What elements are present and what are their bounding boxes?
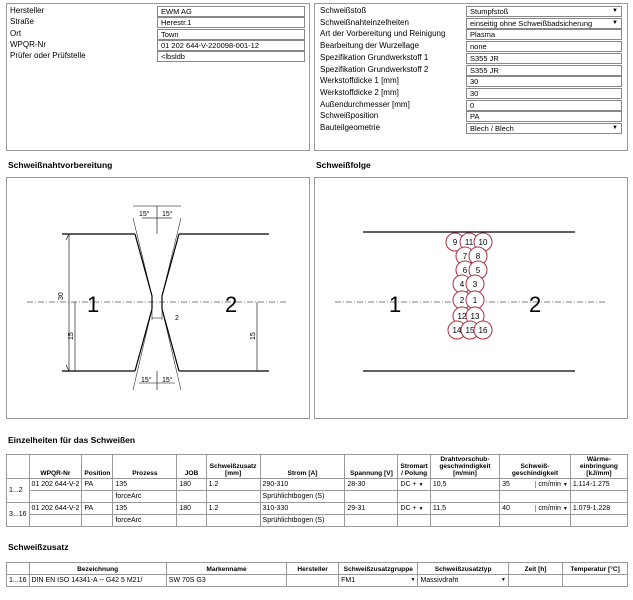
chevron-down-icon: ▼	[612, 8, 618, 14]
speed-value: 35	[502, 481, 510, 488]
weld-bead-label: 5	[475, 266, 481, 275]
part2-label: 2	[225, 292, 238, 317]
wire-feed-cell[interactable]: 10,5	[430, 479, 499, 491]
process-cell[interactable]: 135	[113, 479, 177, 491]
dim-right: 15	[250, 332, 257, 340]
hr-label: Art der Vorbereitung und Reinigung	[320, 29, 446, 39]
hr-field-value: 30	[470, 77, 479, 87]
speed-cell[interactable]	[500, 503, 571, 515]
wire-feed-cell[interactable]: 11,5	[430, 503, 499, 515]
chevron-down-icon: ▼	[612, 19, 618, 26]
filler-header: Schweißzusatzgruppe	[339, 563, 418, 575]
hr-field[interactable]	[466, 41, 622, 52]
weld-bead-label: 9	[452, 238, 458, 247]
hr-label: Spezifikation Grundwerkstoff 2	[320, 64, 429, 74]
details-header: Schweiß-geschindigkeit	[500, 455, 571, 479]
filler-dia-cell[interactable]: 1.2	[206, 503, 260, 515]
hr-field-value: PA	[470, 112, 480, 122]
hr-field-value: S355 JR	[470, 53, 499, 63]
table-row	[7, 503, 628, 515]
hr-label: Spezifikation Grundwerkstoff 1	[320, 52, 429, 62]
filler-table	[6, 562, 628, 587]
details-header: JOB	[177, 455, 206, 479]
table-row	[7, 491, 628, 503]
type-value: Massivdraht	[420, 577, 459, 584]
filler-title: Schweißzusatz	[8, 542, 69, 552]
hl-label: Ort	[10, 28, 22, 38]
brand-cell[interactable]: SW 70S G3	[166, 575, 286, 587]
details-header: WPQR-Nr	[29, 455, 82, 479]
current-sub-cell: Sprühlichtbogen (S)	[260, 515, 345, 527]
groove-right-edge	[162, 234, 179, 371]
weld-bead-label: 6	[462, 266, 468, 275]
speed-unit: cm/min	[538, 505, 561, 512]
table-row	[7, 515, 628, 527]
hr-label: Werkstoffdicke 2 [mm]	[320, 87, 399, 97]
polarity-cell[interactable]	[398, 503, 430, 515]
angle-top-right: 15°	[162, 211, 173, 218]
angle-top-left: 15°	[139, 211, 150, 218]
weld-bead-label: 1	[472, 296, 478, 305]
hr-field[interactable]	[466, 18, 622, 29]
weld-bead-label: 13	[470, 312, 480, 321]
dim-left-top: 30	[58, 292, 65, 300]
filler-header: Temperatur [°C]	[563, 563, 628, 575]
part1-label: 1	[87, 292, 100, 317]
sequence-drawing	[315, 178, 627, 418]
details-header: Strom [A]	[260, 455, 345, 479]
polarity-cell[interactable]	[398, 479, 430, 491]
speed-unit: cm/min	[538, 481, 561, 488]
position-cell[interactable]: PA	[82, 479, 113, 491]
time-cell[interactable]	[508, 575, 562, 587]
details-header: Drahtvorschub-geschwindigkeit [m/min]	[430, 455, 499, 479]
sequence-title: Schweißfolge	[316, 160, 371, 170]
speed-value: 40	[502, 505, 510, 512]
heat-input-cell[interactable]: 1.079-1.228	[570, 503, 627, 515]
hr-label: Außendurchmesser [mm]	[320, 99, 410, 109]
filler-header: Hersteller	[287, 563, 339, 575]
hr-field[interactable]	[466, 100, 622, 111]
hr-field-value: S355 JR	[470, 65, 499, 75]
job-cell[interactable]: 180	[177, 503, 206, 515]
seq-part2-label: 2	[529, 292, 542, 317]
weld-bead-label: 7	[462, 252, 468, 261]
hl-field[interactable]: 01 202 644-V-220098-001-12	[157, 40, 305, 51]
hr-field-value: 30	[470, 88, 479, 98]
hr-label: Schweißstoß	[320, 6, 367, 15]
wpqr-cell[interactable]: 01 202 644-V-2	[29, 479, 82, 491]
weld-bead-label: 14	[452, 326, 462, 335]
details-header: Wärme-einbringung [kJ/mm]	[570, 455, 627, 479]
designation-cell[interactable]: DIN EN ISO 14341-A -- G42 5 M21/	[29, 575, 166, 587]
table-row	[7, 575, 628, 587]
details-header: Spannung [V]	[345, 455, 398, 479]
job-cell[interactable]: 180	[177, 479, 206, 491]
groove-left-edge	[135, 234, 152, 371]
hl-field[interactable]: EWM AG	[157, 6, 305, 17]
weld-bead-label: 4	[459, 280, 465, 289]
hl-label: Straße	[10, 17, 35, 27]
hl-field[interactable]: Herestr.1	[157, 17, 305, 28]
hr-field[interactable]	[466, 88, 622, 99]
polarity-value: DC +	[400, 481, 417, 488]
current-sub-cell: Sprühlichtbogen (S)	[260, 491, 345, 503]
wpqr-cell[interactable]: 01 202 644-V-2	[29, 503, 82, 515]
hr-field-value: Plasma	[470, 30, 496, 40]
details-header: Prozess	[113, 455, 177, 479]
heat-input-cell[interactable]: 1.114-1.275	[570, 479, 627, 491]
details-table	[6, 454, 628, 527]
sequence-drawing-panel	[314, 177, 628, 419]
group-cell[interactable]	[339, 575, 418, 587]
prep-drawing	[7, 178, 309, 418]
filler-header: Bezeichnung	[29, 563, 166, 575]
hr-field[interactable]	[466, 123, 622, 134]
hr-field-value: Stumpfstoß	[470, 7, 509, 16]
filler-dia-cell[interactable]: 1.2	[206, 479, 260, 491]
hr-label: Werkstoffdicke 1 [mm]	[320, 76, 399, 86]
weld-bead-label: 15	[465, 326, 475, 335]
hl-label: Hersteller	[10, 6, 45, 15]
process-sub-cell: forceArc	[113, 491, 177, 503]
chevron-down-icon: ▼	[418, 506, 424, 512]
hr-label: Bauteilgeometrie	[320, 123, 381, 132]
current-cell[interactable]: 310-330	[260, 503, 345, 515]
position-cell[interactable]: PA	[82, 503, 113, 515]
hr-label: Schweißnahteinzelheiten	[320, 17, 409, 27]
hl-field[interactable]: Town	[157, 29, 305, 40]
details-header: Schweißzusatz [mm]	[206, 455, 260, 479]
hr-field[interactable]	[466, 111, 622, 122]
table-row	[7, 479, 628, 491]
angle-bottom-left: 15°	[141, 377, 152, 384]
gap-dim: 2	[175, 315, 179, 322]
filler-header: Zeit [h]	[508, 563, 562, 575]
row-range: 1...16	[7, 575, 30, 587]
details-header: Position	[82, 455, 113, 479]
hl-label: WPQR-Nr	[10, 39, 46, 49]
row-range: 3...16	[7, 503, 30, 527]
hr-field[interactable]	[466, 53, 622, 64]
chevron-down-icon: ▼	[500, 577, 506, 583]
voltage-cell[interactable]: 29-31	[345, 503, 398, 515]
filler-header: Markenname	[166, 563, 286, 575]
hr-field[interactable]	[466, 65, 622, 76]
type-cell[interactable]	[418, 575, 508, 587]
prep-drawing-panel	[6, 177, 310, 419]
group-value: FM1	[341, 577, 356, 584]
current-cell[interactable]: 290-310	[260, 479, 345, 491]
row-range: 1...2	[7, 479, 30, 503]
weld-bead-label: 16	[478, 326, 488, 335]
chevron-down-icon: ▼	[562, 506, 568, 512]
hr-label: Schweißposition	[320, 111, 379, 121]
filler-header: Schweißzusatztyp	[418, 563, 508, 575]
details-header: Stromart / Polung	[398, 455, 430, 479]
process-cell[interactable]: 135	[113, 503, 177, 515]
chevron-down-icon: ▼	[562, 482, 568, 488]
speed-cell[interactable]	[500, 479, 571, 491]
weld-bead-label: 8	[475, 252, 481, 261]
weld-bead-label: 10	[478, 238, 488, 247]
hr-field-value: Blech / Blech	[470, 124, 514, 133]
chevron-down-icon: ▼	[410, 577, 416, 583]
hl-field[interactable]: <lbsldb	[157, 51, 305, 62]
chevron-down-icon: ▼	[418, 482, 424, 488]
dim-left-bottom: 15	[68, 332, 75, 340]
process-sub-cell: forceArc	[113, 515, 177, 527]
chevron-down-icon: ▼	[612, 125, 618, 131]
hr-field-value: 0	[470, 100, 475, 110]
hl-label: Prüfer oder Prüfstelle	[10, 51, 86, 61]
weld-bead-label: 12	[457, 312, 467, 321]
hr-field-value: einseitig ohne Schweißbadsicherung	[470, 18, 593, 28]
angle-bottom-right: 15°	[162, 377, 173, 384]
temp-cell[interactable]	[563, 575, 628, 587]
hr-field[interactable]	[466, 76, 622, 87]
hr-field[interactable]	[466, 6, 622, 17]
weld-bead-label: 3	[472, 280, 478, 289]
prep-title: Schweißnahtvorbereitung	[8, 160, 113, 170]
hr-field[interactable]	[466, 29, 622, 40]
voltage-cell[interactable]: 28-30	[345, 479, 398, 491]
hr-field-value: none	[470, 42, 487, 52]
hr-label: Bearbeitung der Wurzellage	[320, 41, 420, 51]
weld-bead-label: 11	[464, 238, 474, 247]
manufacturer-cell[interactable]	[287, 575, 339, 587]
weld-bead-label: 2	[459, 296, 465, 305]
seq-part1-label: 1	[389, 292, 402, 317]
polarity-value: DC +	[400, 505, 417, 512]
details-title: Einzelheiten für das Schweißen	[8, 435, 136, 445]
